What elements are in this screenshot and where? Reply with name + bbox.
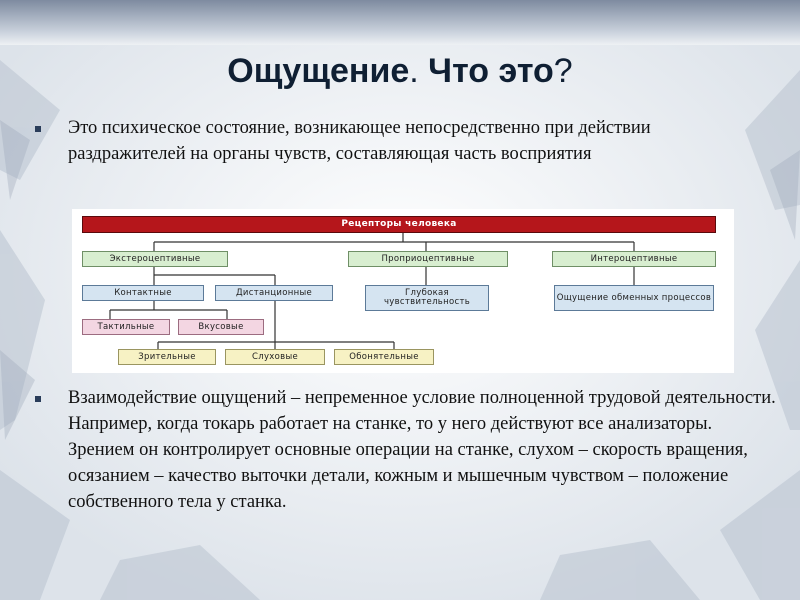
- bullet-marker-2: [33, 394, 43, 404]
- node-interoceptive: Интероцептивные: [552, 251, 716, 267]
- interaction-paragraph: Взаимодействие ощущений – непременное условие полноценной трудовой деятельности. Например, когда токарь работает на станке, то у него действуют все анализаторы. Зрением он контролирует основные операции на станке, слухом – скорость вращения, осязанием – качество выточки детали, кожным и мышечным чувством – положение собственного тела у станка.: [68, 388, 776, 512]
- title-main: Ощущение: [227, 52, 410, 90]
- node-metabolic-processes: Ощущение обменных процессов: [554, 285, 714, 311]
- node-contact: Контактные: [82, 285, 204, 301]
- node-exteroceptive: Экстероцептивные: [82, 251, 228, 267]
- node-deep-sensitivity: Глубокая чувствительность: [365, 285, 489, 311]
- receptor-diagram: [72, 209, 734, 373]
- title-question-mark: ?: [553, 52, 573, 90]
- node-tactile: Тактильные: [82, 319, 170, 335]
- node-receptors: Рецепторы человека: [82, 216, 716, 233]
- node-auditory: Слуховые: [225, 349, 325, 365]
- node-proprioceptive: Проприоцептивные: [348, 251, 508, 267]
- node-visual: Зрительные: [118, 349, 216, 365]
- title-dot: .: [409, 52, 419, 90]
- slide-title: [0, 52, 800, 91]
- bullet-marker-1: [33, 124, 43, 134]
- node-taste: Вкусовые: [178, 319, 264, 335]
- title-rest: Что это: [418, 52, 554, 90]
- definition-paragraph: Это психическое состояние, возникающее непосредственно при действии раздражителей на органы чувств, составляющая часть восприятия: [68, 118, 651, 164]
- node-distant: Дистанционные: [215, 285, 333, 301]
- node-olfactory: Обонятельные: [334, 349, 434, 365]
